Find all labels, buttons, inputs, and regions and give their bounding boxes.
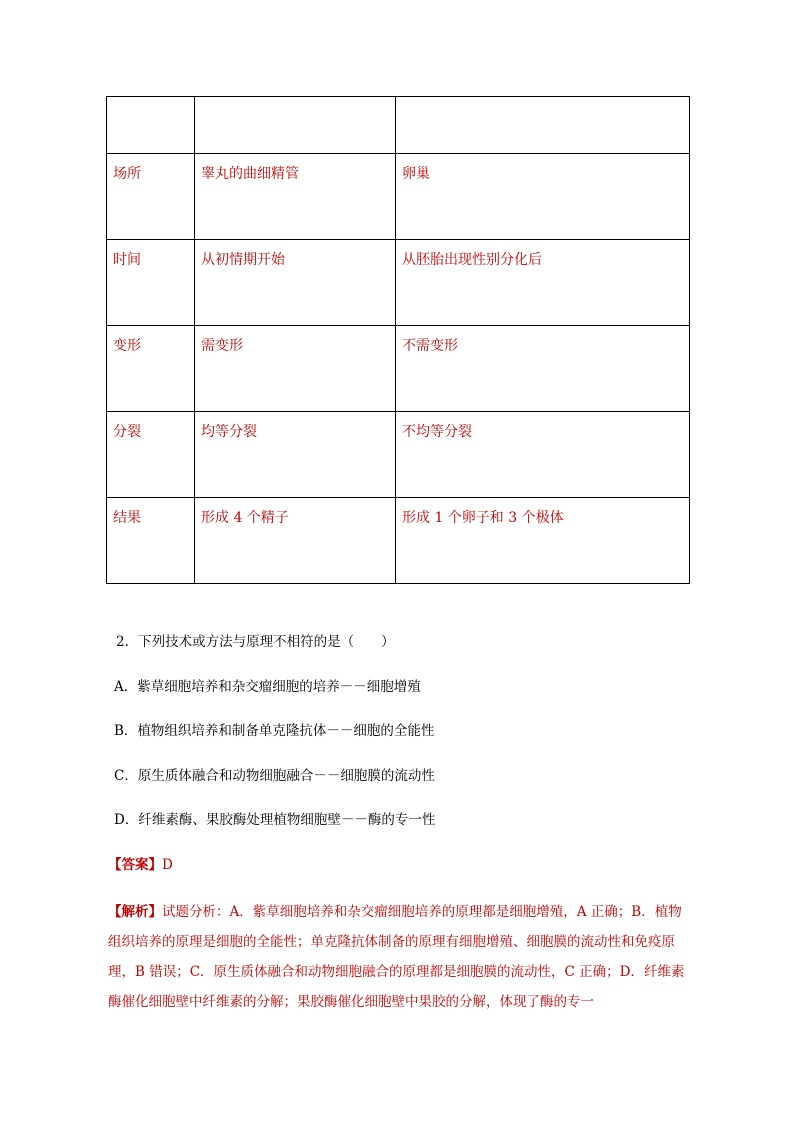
table-cell: 结果 (107, 498, 195, 584)
table-row (107, 154, 690, 240)
table-cell: 卵巢 (396, 154, 690, 240)
table-cell: 从胚胎出现性别分化后 (396, 240, 690, 326)
option-c: C．原生质体融合和动物细胞融合－－细胞膜的流动性 (114, 768, 435, 784)
answer-label: 【答案】 (108, 857, 162, 873)
table-cell (396, 97, 690, 154)
table-row (107, 498, 690, 584)
option-a: A．紫草细胞培养和杂交瘤细胞的培养－－细胞增殖 (114, 679, 421, 695)
option-b: B．植物组织培养和制备单克隆抗体－－细胞的全能性 (114, 723, 435, 739)
analysis-text: 试题分析：A．紫草细胞培养和杂交瘤细胞培养的原理都是细胞增殖，A 正确；B．植物组织培养的原理是细胞的全能性；单克隆抗体制备的原理有细胞增殖、细胞膜的流动性和免疫原理，B 错误；C．原生质体融合和动物细胞融合的原理都是细胞膜的流动性，C 正确；D．纤维素酶催化细胞壁中纤维素的分解；果胶酶催化细胞壁中果胶的分解，体现了酶的专一 (108, 904, 685, 1010)
answer-value: D (162, 857, 173, 873)
table-header-row (107, 97, 690, 154)
table-cell: 均等分裂 (195, 412, 396, 498)
answer-line (108, 854, 688, 876)
table-cell: 需变形 (195, 326, 396, 412)
table-cell (195, 97, 396, 154)
table-cell: 变形 (107, 326, 195, 412)
analysis-label: 【解析】 (108, 904, 162, 920)
table-cell (107, 97, 195, 154)
table-row (107, 326, 690, 412)
table-cell: 场所 (107, 154, 195, 240)
analysis-paragraph (108, 897, 688, 1017)
comparison-table (106, 96, 690, 584)
table-cell: 分裂 (107, 412, 195, 498)
table-row (107, 240, 690, 326)
question-stem: 2．下列技术或方法与原理不相符的是（ ） (116, 634, 395, 650)
table-cell: 不需变形 (396, 326, 690, 412)
table-cell: 形成 4 个精子 (195, 498, 396, 584)
table-row (107, 412, 690, 498)
table-cell: 不均等分裂 (396, 412, 690, 498)
option-d: D．纤维素酶、果胶酶处理植物细胞壁－－酶的专一性 (114, 812, 436, 828)
table-cell: 形成 1 个卵子和 3 个极体 (396, 498, 690, 584)
table-cell: 从初情期开始 (195, 240, 396, 326)
table-cell: 时间 (107, 240, 195, 326)
table-cell: 睾丸的曲细精管 (195, 154, 396, 240)
